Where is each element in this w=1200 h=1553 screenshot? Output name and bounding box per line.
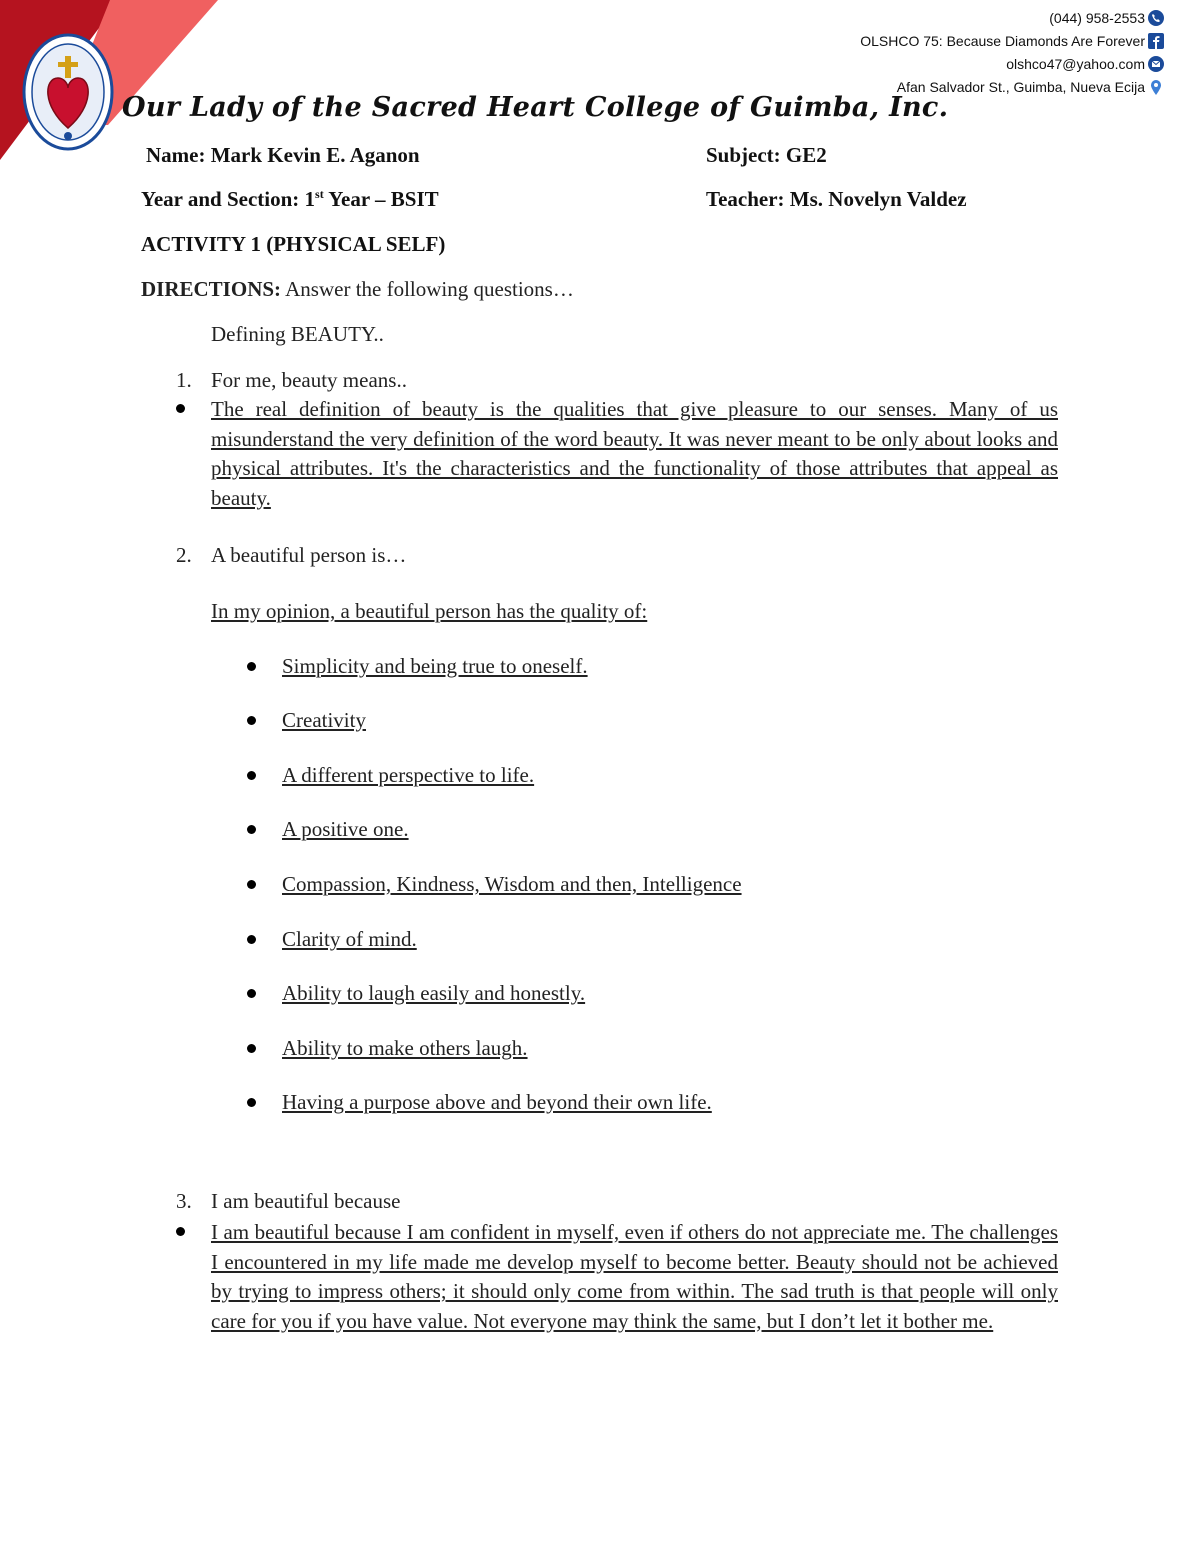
- q2-item-bullet: [247, 935, 256, 944]
- q3-number: 3.: [176, 1189, 192, 1213]
- year-num: 1: [304, 187, 316, 211]
- q1-answer: The real definition of beauty is the qualities that give pleasure to our senses. Many of us misunderstand the very definition of the word beauty. It was never meant to be only about looks and physical attributes. It's the characteristics and the functionality of those attributes that appeal as beauty.: [211, 397, 1058, 510]
- contact-email: [1006, 56, 1164, 72]
- q2-item: A positive one.: [282, 817, 409, 841]
- q2-item-bullet: [247, 1098, 256, 1107]
- facebook-text: OLSHCO 75: Because Diamonds Are Forever: [860, 33, 1145, 49]
- q2-item: A different perspective to life.: [282, 763, 535, 787]
- q2-item-bullet: [247, 716, 256, 725]
- name-line: [146, 143, 420, 168]
- q2-item: Creativity: [282, 708, 366, 732]
- subject-line: [706, 143, 827, 168]
- q2-item: Simplicity and being true to oneself.: [282, 654, 588, 678]
- q1-number: 1.: [176, 368, 192, 392]
- q2-item-bullet: [247, 1044, 256, 1053]
- q2-item: Compassion, Kindness, Wisdom and then, Intelligence: [282, 872, 742, 896]
- directions-text: Answer the following questions…: [285, 277, 574, 301]
- q2-item: Having a purpose above and beyond their own life.: [282, 1090, 712, 1114]
- q2-number: 2.: [176, 543, 192, 567]
- phone-icon: [1148, 10, 1164, 26]
- q2-item-bullet: [247, 825, 256, 834]
- name-label: Name:: [146, 143, 206, 167]
- intro-text: Defining BEAUTY..: [211, 322, 384, 346]
- q1-prompt: For me, beauty means..: [211, 368, 407, 392]
- email-text: olshco47@yahoo.com: [1006, 56, 1145, 72]
- q3-prompt: I am beautiful because: [211, 1189, 401, 1213]
- subject-value: GE2: [785, 143, 827, 167]
- location-pin-icon: [1148, 79, 1164, 95]
- college-seal-logo: [22, 32, 114, 152]
- directions-label: DIRECTIONS:: [141, 277, 282, 301]
- teacher-value: Ms. Novelyn Valdez: [789, 187, 967, 211]
- year-label: Year and Section:: [141, 187, 300, 211]
- facebook-icon: [1148, 33, 1164, 49]
- college-name: Our Lady of the Sacred Heart College of Guimba, Inc.: [122, 92, 949, 123]
- subject-label: Subject:: [706, 143, 781, 167]
- activity-title: ACTIVITY 1 (PHYSICAL SELF): [141, 232, 446, 256]
- q2-item-bullet: [247, 989, 256, 998]
- teacher-label: Teacher:: [706, 187, 785, 211]
- q1-bullet: [176, 404, 185, 413]
- q2-lead: In my opinion, a beautiful person has the quality of:: [211, 599, 648, 623]
- phone-text: (044) 958-2553: [1049, 10, 1145, 26]
- year-sup: st: [315, 187, 324, 201]
- q3-bullet: [176, 1227, 185, 1236]
- year-section-line: [141, 187, 439, 212]
- q2-item-bullet: [247, 880, 256, 889]
- q2-item: Ability to laugh easily and honestly.: [282, 981, 586, 1005]
- q2-item: Clarity of mind.: [282, 927, 417, 951]
- email-icon: [1148, 56, 1164, 72]
- contact-facebook: [860, 33, 1164, 49]
- q2-prompt: A beautiful person is…: [211, 543, 407, 567]
- q2-item: Ability to make others laugh.: [282, 1036, 528, 1060]
- directions-line: [141, 277, 574, 302]
- contact-phone: [1049, 10, 1164, 26]
- q3-answer: I am beautiful because I am confident in myself, even if others do not appreciate me. The challenges I encountered in my life made me develop myself to become better. Beauty should not be achieved by trying to impress others; it should only come from within. The sad truth is that people will only care for you if you have value. Not everyone may think the same, but I don’t let it bother me.: [211, 1220, 1058, 1333]
- contact-address: [897, 79, 1164, 95]
- teacher-line: [706, 187, 967, 212]
- name-value: Mark Kevin E. Aganon: [210, 143, 420, 167]
- address-text: Afan Salvador St., Guimba, Nueva Ecija: [896, 79, 1145, 95]
- q2-item-bullet: [247, 662, 256, 671]
- year-rest: Year – BSIT: [328, 187, 439, 211]
- q2-item-bullet: [247, 771, 256, 780]
